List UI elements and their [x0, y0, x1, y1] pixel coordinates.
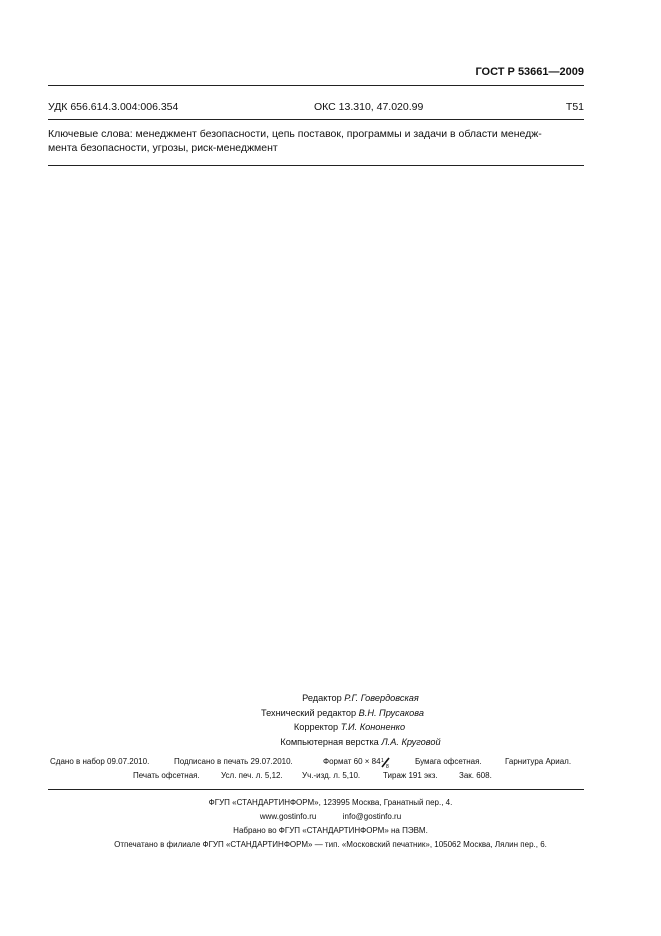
- svg-text:1: 1: [380, 758, 384, 764]
- format-fraction: [381, 757, 391, 767]
- publisher-address: ФГУП «СТАНДАРТИНФОРМ», 123995 Москва, Гранатный пер., 4.: [208, 798, 453, 807]
- credit-role: Редактор: [302, 693, 342, 703]
- udk-code: УДК 656.614.3.004:006.354: [48, 101, 179, 113]
- editorial-credits: [0, 691, 661, 749]
- publisher-block: [0, 796, 661, 852]
- format-label: Формат 60 × 84: [323, 757, 381, 766]
- credit-tech-editor: [0, 706, 661, 721]
- keywords-divider: [48, 165, 584, 166]
- classification-divider: [48, 119, 584, 120]
- imprint-print-type: Печать офсетная.: [133, 771, 200, 780]
- standard-number: ГОСТ Р 53661—2009: [475, 66, 584, 78]
- credit-role: Корректор: [293, 722, 339, 732]
- imprint-signed: Подписано в печать 29.07.2010.: [174, 757, 293, 766]
- publisher-contacts: [0, 810, 661, 824]
- imprint-order: Зак. 608.: [459, 771, 492, 780]
- keywords-block: [48, 127, 588, 155]
- credit-role: Технический редактор: [261, 707, 357, 718]
- imprint-typeface: Гарнитура Ариал.: [505, 757, 572, 766]
- credit-name: Л.А. Круговой: [381, 736, 441, 747]
- imprint-paper: Бумага офсетная.: [415, 757, 482, 766]
- imprint-sheets: Усл. печ. л. 5,12.: [221, 771, 283, 780]
- imprint-run: Тираж 191 экз.: [383, 771, 438, 780]
- publisher-website: www.gostinfo.ru: [259, 812, 317, 821]
- keywords-line-2: мента безопасности, угрозы, риск-менеджмент: [48, 142, 278, 154]
- credit-name: Т.И. Кононенко: [340, 722, 406, 732]
- imprint-submitted: Сдано в набор 09.07.2010.: [50, 757, 150, 766]
- credit-editor: [0, 691, 661, 706]
- classifier-code: Т51: [565, 101, 584, 113]
- keywords-line-1: Ключевые слова: менеджмент безопасности, цепь поставок, программы и задачи в области менедж-: [48, 128, 542, 140]
- credit-name: В.Н. Прусакова: [358, 707, 424, 718]
- imprint-format: [323, 757, 389, 768]
- imprint-ed-sheets: Уч.-изд. л. 5,10.: [302, 771, 361, 780]
- credit-proofreader: [0, 720, 661, 735]
- publisher-printed: Отпечатано в филиале ФГУП «СТАНДАРТИНФОРМ» — тип. «Московский печатник», 105062 Москва, Лялин пер., 6.: [114, 840, 547, 849]
- oks-code: ОКС 13.310, 47.020.99: [314, 101, 424, 113]
- header-divider: [48, 85, 584, 86]
- credit-role: Компьютерная верстка: [280, 736, 379, 747]
- credit-name: Р.Г. Говердовская: [344, 693, 419, 703]
- imprint-divider: [48, 789, 584, 790]
- publisher-email: info@gostinfo.ru: [342, 812, 402, 821]
- svg-text:8: 8: [385, 764, 389, 768]
- credit-layout: [0, 735, 661, 750]
- publisher-typeset: Набрано во ФГУП «СТАНДАРТИНФОРМ» на ПЭВМ.: [233, 826, 428, 835]
